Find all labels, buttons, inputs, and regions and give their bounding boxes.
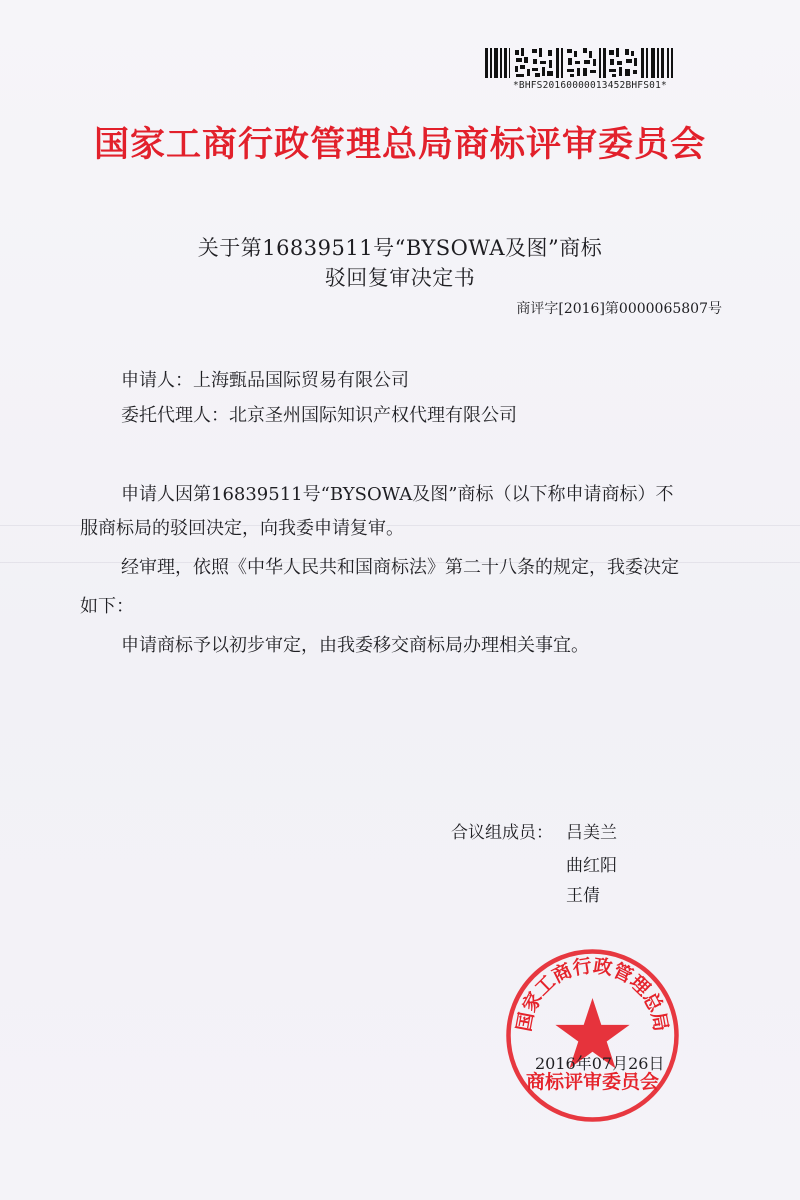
panel-member: 曲红阳 [566,856,617,876]
decision-date: 2016年07月26日 [535,1054,665,1073]
panel-member: 吕美兰 [566,823,617,843]
barcode [485,48,725,91]
official-seal [505,948,680,1123]
barcode-number: *BHFS2016000001​3452BHFS01* [513,80,667,91]
document-title-line1: 关于第16839511号“BYSOWA及图”商标 [197,236,603,260]
seal-bottom-text: 商标评审委员会 [525,1071,660,1093]
document-number: 商评字[2016]第0000065807号 [516,301,722,317]
panel-member: 王倩 [566,886,600,906]
agent-line: 委托代理人：北京圣州国际知识产权代理有限公司 [121,405,517,426]
applicant-line: 申请人：上海甄品国际贸易有限公司 [121,370,409,391]
paragraph-2-line-1: 经审理，依照《中华人民共和国商标法》第二十八条的规定，我委决定 [121,557,679,578]
barcode-icon [485,48,673,78]
letterhead-title: 国家工商行政管理总局商标评审委员会 [93,125,706,165]
seal-arc-text: 国家工商行政管理总局 [513,954,672,1034]
paragraph-2-line-2: 如下： [80,596,134,617]
paragraph-1-line-1: 申请人因第16839511号“BYSOWA及图”商标（以下称申请商标）不 [121,484,674,505]
document-title-line2: 驳回复审决定书 [324,266,476,290]
panel-members-label: 合议组成员： [451,823,553,843]
paragraph-1-line-2: 服商标局的驳回决定，向我委申请复审。 [80,518,404,539]
paragraph-3-line-1: 申请商标予以初步审定，由我委移交商标局办理相关事宜。 [121,635,589,656]
